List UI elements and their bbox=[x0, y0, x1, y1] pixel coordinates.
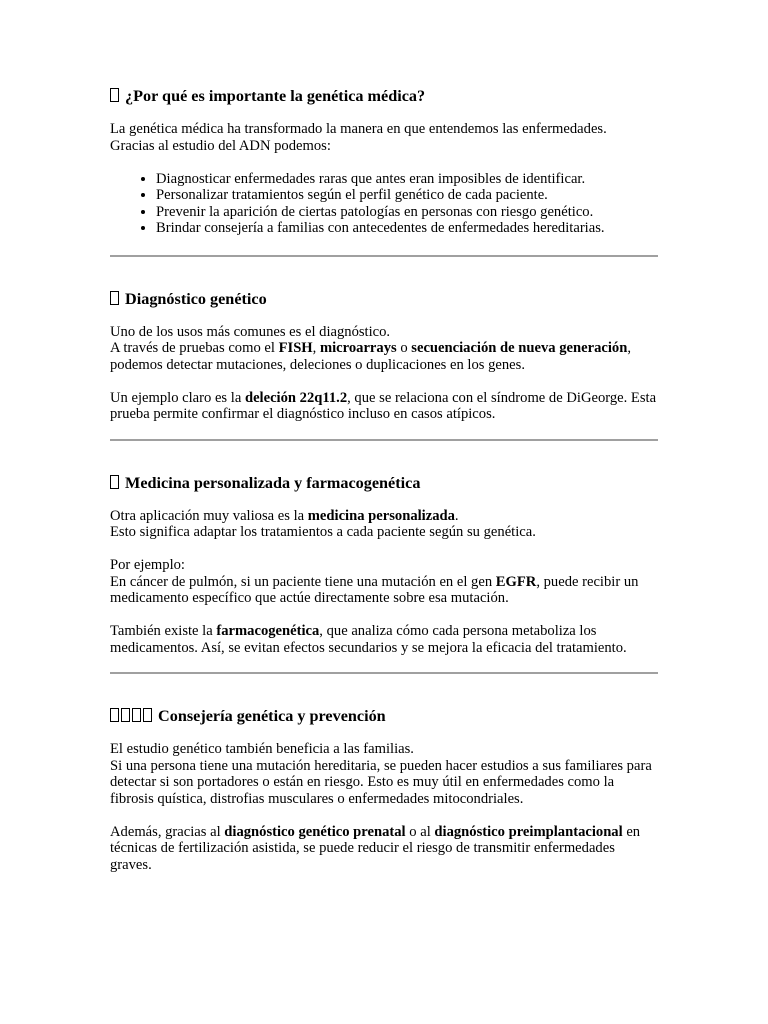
paragraph: La genética médica ha transformado la manera en que entendemos las enfermedades. Gracias al estudio del ADN podemos: bbox=[110, 121, 607, 154]
missing-glyph-icon bbox=[110, 291, 119, 305]
paragraph: Otra aplicación muy valiosa es la medicina personalizada. Esto significa adaptar los tratamientos a cada paciente según su genética. bbox=[110, 507, 536, 540]
missing-glyph-icon-group bbox=[110, 707, 154, 725]
paragraph: Por ejemplo: En cáncer de pulmón, si un paciente tiene una mutación en el gen EGFR, puede recibir un medicamento específico que actúe directamente sobre esa mutación. bbox=[110, 557, 639, 606]
benefits-list bbox=[110, 171, 658, 237]
section-heading-diagnosis bbox=[110, 290, 658, 308]
section-title: Diagnóstico genético bbox=[125, 289, 267, 308]
paragraph: Además, gracias al diagnóstico genético prenatal o al diagnóstico preimplantacional en técnicas de fertilización asistida, se puede reducir el riesgo de transmitir enfermedades graves. bbox=[110, 823, 641, 873]
missing-glyph-icon bbox=[110, 475, 119, 489]
document-content bbox=[110, 87, 658, 873]
missing-glyph-icon bbox=[110, 708, 119, 722]
section-heading-personalized-medicine bbox=[110, 474, 658, 492]
list-item: • Brindar consejería a familias con antecedentes de enfermedades hereditarias. bbox=[156, 220, 658, 237]
list-item: • Prevenir la aparición de ciertas patologías en personas con riesgo genético. bbox=[156, 204, 658, 221]
section-heading-importance bbox=[110, 87, 658, 105]
paragraph: Un ejemplo claro es la deleción 22q11.2, que se relaciona con el síndrome de DiGeorge. Esta prueba permite confirmar el diagnóstico incluso en casos atípicos. bbox=[110, 389, 657, 422]
paragraph: También existe la farmacogenética, que analiza cómo cada persona metaboliza los medicamentos. Así, se evitan efectos secundarios y se mejora la eficacia del tratamiento. bbox=[110, 623, 627, 656]
missing-glyph-icon bbox=[121, 708, 130, 722]
list-item: • Personalizar tratamientos según el perfil genético de cada paciente. bbox=[156, 187, 658, 204]
section-title: Medicina personalizada y farmacogenética bbox=[125, 473, 421, 492]
paragraph: Uno de los usos más comunes es el diagnóstico. A través de pruebas como el FISH, microarrays o secuenciación de nueva generación, podemos detectar mutaciones, deleciones o duplicaciones en los genes. bbox=[110, 323, 631, 373]
missing-glyph-icon bbox=[132, 708, 141, 722]
section-title: ¿Por qué es importante la genética médica? bbox=[125, 87, 426, 105]
section-heading-genetic-counseling bbox=[110, 707, 658, 725]
list-item: • Diagnosticar enfermedades raras que antes eran imposibles de identificar. bbox=[156, 171, 658, 188]
missing-glyph-icon bbox=[143, 708, 152, 722]
section-title: Consejería genética y prevención bbox=[158, 707, 386, 725]
missing-glyph-icon bbox=[110, 88, 119, 102]
paragraph: El estudio genético también beneficia a las familias. Si una persona tiene una mutación hereditaria, se pueden hacer estudios a sus familiares para detectar si son portadores o están en riesgo. Esto es muy útil en enfermedades como la fibrosis quística, distrofias musculares o enfermedades mitocondriales. bbox=[110, 741, 652, 807]
